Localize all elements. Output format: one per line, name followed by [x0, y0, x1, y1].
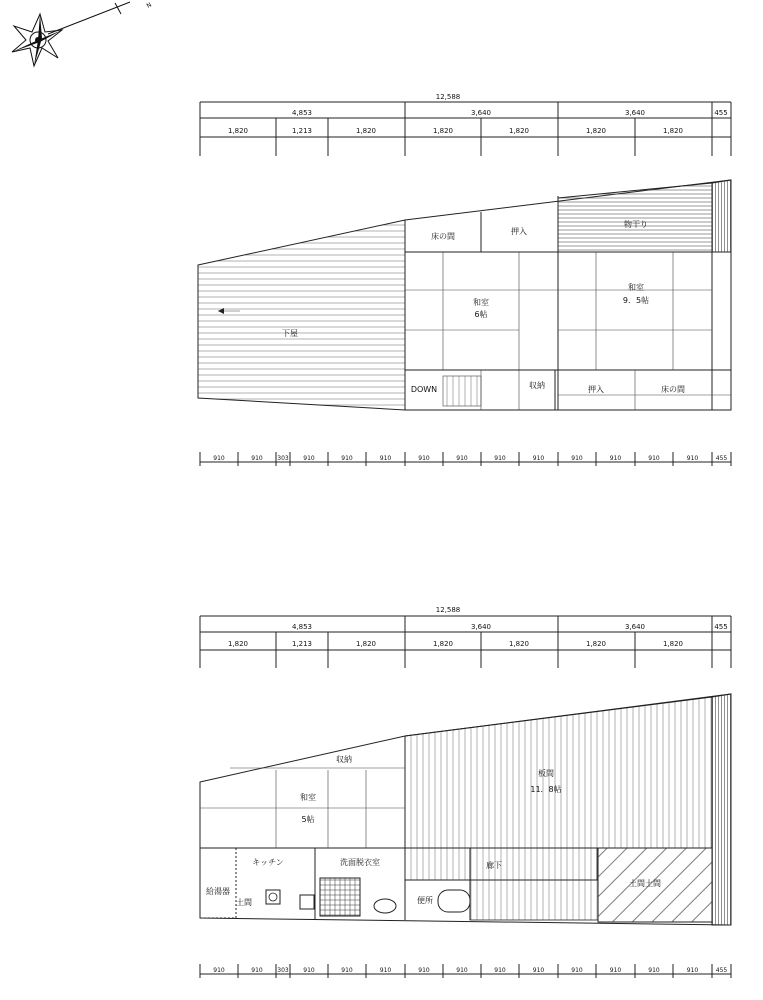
- floor2-bottom-dim: 910: [303, 455, 315, 462]
- washitsu5-name: 和室: [300, 793, 316, 802]
- toilet-label: 便所: [417, 896, 433, 905]
- floor2-bottom-dim: 910: [456, 455, 468, 462]
- washitsu6-size: 6帖: [474, 310, 488, 319]
- floor1-dimension-header: [200, 606, 731, 668]
- floor1-bottom-dim: 910: [609, 967, 622, 974]
- f1-shuno-label: 収納: [336, 755, 352, 764]
- floor2-roof-area: [198, 220, 405, 410]
- toko1-label: 床の間: [431, 232, 455, 241]
- floor2-bottom-dim: 910: [532, 455, 545, 462]
- senmen-label: 洗面脱衣室: [340, 858, 380, 867]
- floor1-overall-dim: 12,588: [435, 606, 461, 614]
- floor2-bottom-dims: [200, 452, 731, 466]
- rouka-label: 廊下: [486, 861, 502, 870]
- floor2-dim-r2: 1,820: [227, 127, 249, 135]
- floor1-dim-r1: 455: [714, 623, 728, 631]
- floor2-dim-r1: 4,853: [291, 109, 313, 117]
- floor1-bottom-dim: 910: [494, 967, 506, 974]
- floor1-dim-r1: 3,640: [624, 623, 646, 631]
- washitsu6-name: 和室: [473, 298, 489, 307]
- floor2-dim-r1: 455: [714, 109, 728, 117]
- floor1-dim-r2: 1,820: [662, 640, 684, 648]
- floor1-bottom-dim: 910: [571, 967, 583, 974]
- floor1-bottom-dim: 303: [277, 967, 289, 974]
- floor1-bottom-dim: 910: [648, 967, 660, 974]
- floor2-dim-r2: 1,820: [585, 127, 607, 135]
- floor2-plan: [198, 93, 731, 466]
- floor1-bottom-dim: 910: [456, 967, 468, 974]
- floor2-dimension-header: [200, 93, 731, 156]
- floor2-bottom-dim: 910: [648, 455, 660, 462]
- oshiire1-label: 押入: [511, 227, 527, 236]
- floor1-bottom-dims: [200, 964, 731, 978]
- floor1-dim-r2: 1,820: [585, 640, 607, 648]
- hama-label: 土間: [236, 898, 252, 907]
- compass-rose-icon: [12, 1, 153, 66]
- floor1-bottom-dim: 910: [303, 967, 315, 974]
- floor2-bottom-dim: 910: [251, 455, 263, 462]
- washitsu95-name: 和室: [628, 283, 644, 292]
- floor1-bottom-dim: 910: [251, 967, 263, 974]
- floor1-dim-r2: 1,820: [355, 640, 377, 648]
- floor2-overall-dim: 12,588: [435, 93, 461, 101]
- floor2-dim-r1: 3,640: [624, 109, 646, 117]
- floor1-bottom-dim: 910: [213, 967, 225, 974]
- floor2-bottom-dim: 910: [213, 455, 225, 462]
- floor1-dim-r2: 1,213: [291, 640, 313, 648]
- floor2-bottom-dim: 910: [341, 455, 353, 462]
- floor1-bottom-dim: 910: [418, 967, 430, 974]
- floor2-dim-r2: 1,820: [432, 127, 454, 135]
- floor1-dim-r1: 3,640: [470, 623, 492, 631]
- oshiire2-label: 押入: [588, 385, 604, 394]
- shuno-label: 収納: [529, 381, 545, 390]
- floor2-bottom-dim: 910: [418, 455, 430, 462]
- floor1-bottom-dim: 455: [715, 967, 728, 974]
- floor1-dim-r1: 4,853: [291, 623, 313, 631]
- down-label: DOWN: [410, 385, 438, 394]
- itama-size: 11．8帖: [530, 785, 562, 794]
- floor2-bottom-dim: 910: [379, 455, 392, 462]
- floor2-dim-r1: 3,640: [470, 109, 492, 117]
- floor2-bottom-dim: 303: [277, 455, 289, 462]
- floor1-dim-r2: 1,820: [508, 640, 530, 648]
- floor2-dim-r2: 1,820: [355, 127, 377, 135]
- floor2-dim-r2: 1,820: [508, 127, 530, 135]
- floor1-plan: [200, 606, 731, 978]
- north-label: N: [145, 1, 153, 10]
- floor1-dim-r2: 1,820: [227, 640, 249, 648]
- floor1-bottom-dim: 910: [532, 967, 545, 974]
- doma-label: 土間土間: [629, 879, 661, 888]
- roof-label: 下屋: [282, 329, 298, 338]
- kyuto-label: 給湯器: [206, 887, 230, 896]
- floor2-bottom-dim: 910: [494, 455, 506, 462]
- floor1-bottom-dim: 910: [379, 967, 392, 974]
- floor1-bottom-dim: 910: [686, 967, 699, 974]
- kitchen-label: キッチン: [252, 858, 284, 867]
- monohoshi-label: 物干り: [624, 220, 648, 229]
- floor2-dim-r2: 1,213: [291, 127, 313, 135]
- itama-name: 板間: [538, 769, 554, 778]
- floor2-bottom-dim: 910: [609, 455, 622, 462]
- floor2-bottom-dim: 910: [571, 455, 583, 462]
- washitsu5-size: 5帖: [301, 815, 315, 824]
- floor1-dim-r2: 1,820: [432, 640, 454, 648]
- toko2-label: 床の間: [661, 385, 685, 394]
- floor2-bottom-dim: 455: [715, 455, 728, 462]
- floor2-bottom-dim: 910: [686, 455, 699, 462]
- washitsu95-size: 9．5帖: [622, 296, 650, 305]
- floor2-dim-r2: 1,820: [662, 127, 684, 135]
- floor1-bottom-dim: 910: [341, 967, 353, 974]
